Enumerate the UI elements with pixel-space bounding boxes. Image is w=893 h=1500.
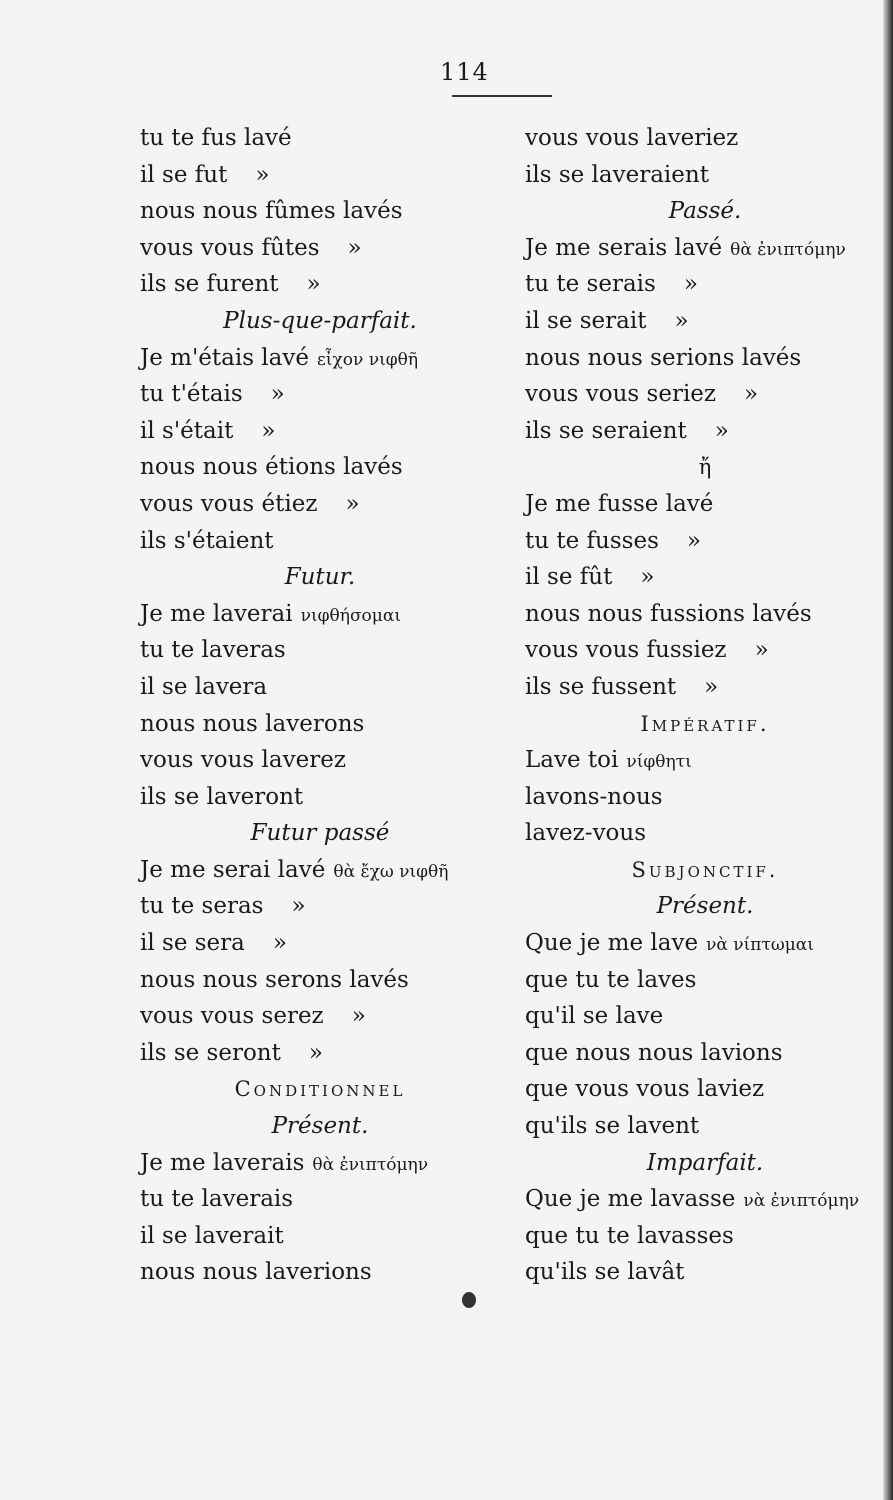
tense-heading: Imparfait. xyxy=(646,1149,764,1176)
ditto-mark: » xyxy=(704,673,719,700)
conjugation-line xyxy=(140,120,500,157)
french-text: ils s'étaient xyxy=(140,527,274,554)
french-text: Je me laverais xyxy=(140,1149,305,1176)
mood-heading: Subjonctif. xyxy=(631,857,779,882)
tense-heading: Présent. xyxy=(656,893,754,920)
conjugation-line xyxy=(525,523,885,560)
french-text: il s'était xyxy=(140,417,234,444)
french-text: Que je me lavasse xyxy=(525,1186,736,1213)
conjugation-line xyxy=(140,1145,500,1182)
french-text: il se fut xyxy=(140,161,228,188)
french-text: que nous nous lavions xyxy=(525,1039,783,1066)
conjugation-line xyxy=(140,998,500,1035)
conjugation-line xyxy=(140,1181,500,1218)
french-text: il se serait xyxy=(525,307,647,334)
french-text: nous nous fussions lavés xyxy=(525,600,812,627)
french-text: ils se furent xyxy=(140,271,279,298)
french-text: nous nous fûmes lavés xyxy=(140,198,403,225)
greek-translation: εἶχον νιφθῆ xyxy=(317,349,419,370)
conjugation-line xyxy=(140,486,500,523)
page-edge xyxy=(883,0,893,1500)
french-text: Je m'étais lavé xyxy=(140,344,309,371)
conjugation-line xyxy=(525,1218,885,1255)
conjugation-line xyxy=(525,815,885,852)
conjugation-line xyxy=(140,449,500,486)
french-text: Que je me lave xyxy=(525,930,699,957)
conjugation-line xyxy=(525,413,885,450)
french-text: vous vous laverez xyxy=(140,747,346,774)
french-text: Lave toi xyxy=(525,747,619,774)
conjugation-line xyxy=(140,1254,500,1291)
tense-heading: Présent. xyxy=(271,1113,369,1140)
french-text: nous nous serons lavés xyxy=(140,966,409,993)
conjugation-line xyxy=(525,120,885,157)
ditto-mark: » xyxy=(270,381,285,408)
conjugation-line xyxy=(140,413,500,450)
ditto-mark: » xyxy=(345,490,360,517)
greek-translation: νὰ ἐνιπτόμην xyxy=(743,1191,860,1212)
page-number-rule xyxy=(452,95,552,97)
french-text: qu'ils se lavent xyxy=(525,1113,700,1140)
conjugation-line xyxy=(525,1108,885,1145)
french-text: il se laverait xyxy=(140,1222,284,1249)
conjugation-line xyxy=(140,596,500,633)
french-text: il se lavera xyxy=(140,673,268,700)
french-text: que tu te laves xyxy=(525,966,697,993)
conjugation-line xyxy=(525,1254,885,1291)
conjugation-line xyxy=(525,230,885,267)
conjugation-line xyxy=(140,193,500,230)
greek-translation: νίφθητι xyxy=(626,752,692,773)
conjugation-line xyxy=(140,157,500,194)
french-text: que tu te lavasses xyxy=(525,1222,734,1249)
ditto-mark: » xyxy=(347,234,362,261)
conjugation-line xyxy=(140,888,500,925)
conjugation-line xyxy=(525,779,885,816)
conjugation-line xyxy=(140,852,500,889)
ditto-mark: » xyxy=(686,527,701,554)
french-text: tu te laverais xyxy=(140,1186,294,1213)
ditto-mark: » xyxy=(255,161,270,188)
french-text: il se sera xyxy=(140,930,245,957)
french-text: nous nous laverions xyxy=(140,1259,372,1286)
tense-heading: Plus-que-parfait. xyxy=(223,307,417,334)
french-text: nous nous laverons xyxy=(140,710,365,737)
french-text: vous vous laveriez xyxy=(525,125,739,151)
conjugation-line xyxy=(140,1035,500,1072)
french-text: vous vous serez xyxy=(140,1003,324,1030)
french-text: tu te seras xyxy=(140,893,264,920)
french-text: Je me fusse lavé xyxy=(525,490,714,517)
conjugation-line xyxy=(525,559,885,596)
left-column xyxy=(140,120,500,1291)
french-text: tu te fus lavé xyxy=(140,125,292,151)
tense-heading: Futur passé xyxy=(250,820,390,847)
greek-glyph: ἤ xyxy=(698,455,712,480)
french-text: Je me serais lavé xyxy=(525,234,723,261)
ditto-mark: » xyxy=(272,930,287,957)
conjugation-line xyxy=(140,925,500,962)
greek-translation: νιφθήσομαι xyxy=(300,605,401,626)
ditto-mark: » xyxy=(306,271,321,298)
conjugation-line xyxy=(140,1218,500,1255)
french-text: vous vous fûtes xyxy=(140,234,320,261)
french-text: tu te serais xyxy=(525,271,656,298)
french-text: il se fût xyxy=(525,564,613,591)
conjugation-line xyxy=(525,998,885,1035)
conjugation-line xyxy=(525,340,885,377)
ditto-mark: » xyxy=(308,1039,323,1066)
ditto-mark: » xyxy=(754,637,769,664)
french-text: vous vous étiez xyxy=(140,490,318,517)
conjugation-line xyxy=(140,376,500,413)
french-text: Je me serai lavé xyxy=(140,856,326,883)
ink-spot xyxy=(462,1292,476,1308)
conjugation-line xyxy=(525,742,885,779)
ditto-mark: » xyxy=(351,1003,366,1030)
greek-translation: θὰ ἐνιπτόμην xyxy=(730,239,846,260)
ditto-mark: » xyxy=(640,564,655,591)
conjugation-line xyxy=(140,706,500,743)
tense-heading: Futur. xyxy=(284,564,356,591)
ditto-mark: » xyxy=(261,417,276,444)
conjugation-line xyxy=(140,266,500,303)
conjugation-line xyxy=(525,157,885,194)
conjugation-line xyxy=(140,523,500,560)
conjugation-line xyxy=(140,742,500,779)
french-text: lavons-nous xyxy=(525,783,663,810)
conjugation-line xyxy=(525,1181,885,1218)
conjugation-line xyxy=(525,962,885,999)
french-text: tu te fusses xyxy=(525,527,659,554)
french-text: ils se fussent xyxy=(525,673,677,700)
conjugation-line xyxy=(525,632,885,669)
conjugation-line xyxy=(525,596,885,633)
greek-translation: θὰ ἐνιπτόμην xyxy=(312,1154,429,1175)
conjugation-line xyxy=(140,632,500,669)
ditto-mark: » xyxy=(291,893,306,920)
ditto-mark: » xyxy=(744,381,759,408)
french-text: ils se seraient xyxy=(525,417,687,444)
conjugation-line xyxy=(525,1071,885,1108)
french-text: Je me laverai xyxy=(140,600,293,627)
french-text: ils se laveront xyxy=(140,783,304,810)
conjugation-line xyxy=(525,376,885,413)
french-text: tu te laveras xyxy=(140,637,286,664)
page-number: 114 xyxy=(440,58,489,86)
conjugation-line xyxy=(525,266,885,303)
ditto-mark: » xyxy=(714,417,729,444)
conjugation-line xyxy=(140,962,500,999)
conjugation-line xyxy=(525,1035,885,1072)
right-column xyxy=(525,120,885,1291)
conjugation-line xyxy=(525,669,885,706)
mood-heading: Conditionnel xyxy=(234,1077,406,1102)
tense-heading: Passé. xyxy=(668,198,742,225)
conjugation-line xyxy=(525,303,885,340)
conjugation-line xyxy=(140,230,500,267)
french-text: vous vous fussiez xyxy=(525,637,727,664)
greek-translation: νὰ νίπτωμαι xyxy=(706,935,814,956)
french-text: vous vous seriez xyxy=(525,381,717,408)
french-text: tu t'étais xyxy=(140,381,243,408)
conjugation-line xyxy=(525,486,885,523)
french-text: que vous vous laviez xyxy=(525,1076,765,1103)
conjugation-line xyxy=(140,779,500,816)
french-text: qu'ils se lavât xyxy=(525,1259,685,1286)
french-text: ils se seront xyxy=(140,1039,281,1066)
french-text: nous nous serions lavés xyxy=(525,344,802,371)
ditto-mark: » xyxy=(674,307,689,334)
french-text: nous nous étions lavés xyxy=(140,454,403,481)
ditto-mark: » xyxy=(683,271,698,298)
mood-heading: Impératif. xyxy=(640,711,770,736)
french-text: ils se laveraient xyxy=(525,161,709,188)
french-text: qu'il se lave xyxy=(525,1003,664,1030)
conjugation-line xyxy=(140,669,500,706)
conjugation-line xyxy=(140,340,500,377)
greek-translation: θὰ ἔχω νιφθῆ xyxy=(333,861,449,882)
conjugation-line xyxy=(525,925,885,962)
french-text: lavez-vous xyxy=(525,820,647,847)
